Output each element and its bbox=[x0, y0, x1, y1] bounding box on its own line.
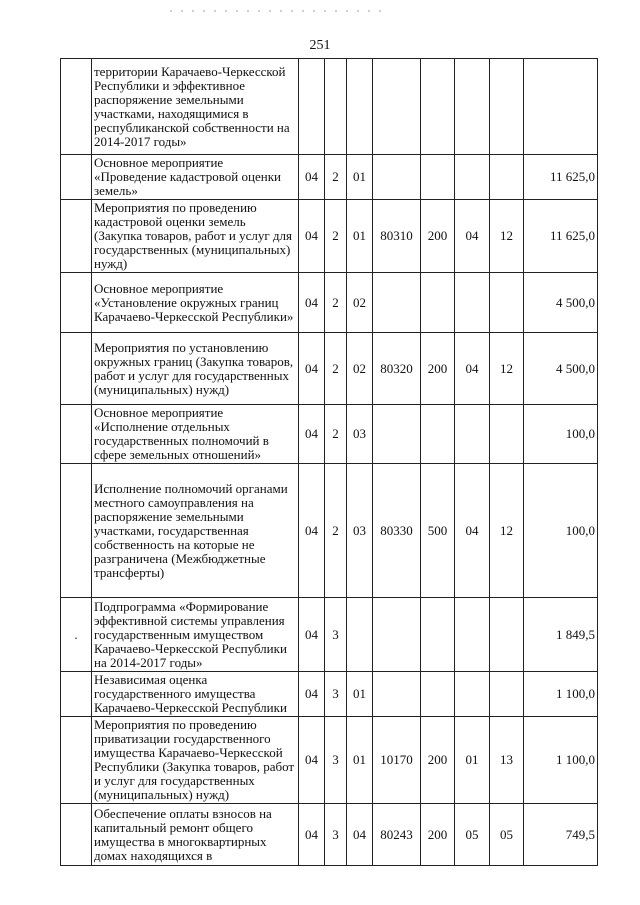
code-subdivision: 13 bbox=[490, 717, 524, 804]
code-section: 04 bbox=[299, 464, 325, 598]
code-division: 04 bbox=[455, 200, 490, 273]
row-marker bbox=[61, 672, 92, 717]
code-division bbox=[455, 273, 490, 333]
code-program: 2 bbox=[325, 155, 347, 200]
code-program: 2 bbox=[325, 464, 347, 598]
code-expense-type bbox=[421, 672, 455, 717]
table-row bbox=[61, 405, 598, 464]
table-row bbox=[61, 333, 598, 405]
code-direction bbox=[373, 273, 421, 333]
expense-name: Подпрограмма «Формирование эффективной системы управления государственным имуществом Карачаево-Черкесской Республики на 2014-2017 годы» bbox=[92, 598, 299, 672]
row-marker bbox=[61, 464, 92, 598]
code-section: 04 bbox=[299, 804, 325, 866]
code-direction: 80243 bbox=[373, 804, 421, 866]
row-marker: . bbox=[61, 598, 92, 672]
code-expense-type bbox=[421, 598, 455, 672]
code-program: 3 bbox=[325, 672, 347, 717]
code-direction bbox=[373, 405, 421, 464]
amount: 4 500,0 bbox=[524, 273, 598, 333]
code-section: 04 bbox=[299, 200, 325, 273]
code-expense-type: 200 bbox=[421, 804, 455, 866]
table-row bbox=[61, 672, 598, 717]
code-direction: 10170 bbox=[373, 717, 421, 804]
amount: 1 100,0 bbox=[524, 672, 598, 717]
code-program: 2 bbox=[325, 200, 347, 273]
code-subdivision: 12 bbox=[490, 333, 524, 405]
code-direction bbox=[373, 598, 421, 672]
code-direction bbox=[373, 155, 421, 200]
code-section: 04 bbox=[299, 155, 325, 200]
expense-name: Обеспечение оплаты взносов на капитальный ремонт общего имущества в многоквартирных домах находящихся в bbox=[92, 804, 299, 866]
code-section: 04 bbox=[299, 672, 325, 717]
amount: 11 625,0 bbox=[524, 200, 598, 273]
code-subdivision: 05 bbox=[490, 804, 524, 866]
code-subdivision bbox=[490, 405, 524, 464]
row-marker bbox=[61, 804, 92, 866]
code-division: 01 bbox=[455, 717, 490, 804]
code-section bbox=[299, 59, 325, 155]
code-direction: 80330 bbox=[373, 464, 421, 598]
expense-name: территории Карачаево-Черкесской Республики и эффективное распоряжение земельными участками, находящимися в республиканской собственности на 2014-2017 годы» bbox=[92, 59, 299, 155]
table-row bbox=[61, 59, 598, 155]
code-program: 3 bbox=[325, 717, 347, 804]
code-subdivision bbox=[490, 155, 524, 200]
code-subprogram: 03 bbox=[347, 405, 373, 464]
code-section: 04 bbox=[299, 273, 325, 333]
code-division: 04 bbox=[455, 464, 490, 598]
code-section: 04 bbox=[299, 333, 325, 405]
code-subprogram: 01 bbox=[347, 717, 373, 804]
code-subdivision bbox=[490, 273, 524, 333]
expense-name: Основное мероприятие «Проведение кадастровой оценки земель» bbox=[92, 155, 299, 200]
code-division bbox=[455, 672, 490, 717]
code-section: 04 bbox=[299, 717, 325, 804]
expense-name: Мероприятия по установлению окружных границ (Закупка товаров, работ и услуг для государственных (муниципальных) нужд) bbox=[92, 333, 299, 405]
code-subprogram: 01 bbox=[347, 672, 373, 717]
code-program: 2 bbox=[325, 333, 347, 405]
code-program: 3 bbox=[325, 804, 347, 866]
code-subprogram: 02 bbox=[347, 273, 373, 333]
code-direction bbox=[373, 672, 421, 717]
code-division: 04 bbox=[455, 333, 490, 405]
table-row bbox=[61, 200, 598, 273]
scan-artifacts bbox=[170, 2, 470, 16]
page-number: 251 bbox=[309, 38, 331, 53]
code-section: 04 bbox=[299, 405, 325, 464]
amount: 749,5 bbox=[524, 804, 598, 866]
code-division bbox=[455, 598, 490, 672]
code-subprogram: 02 bbox=[347, 333, 373, 405]
code-subprogram bbox=[347, 59, 373, 155]
code-subdivision: 12 bbox=[490, 200, 524, 273]
code-division bbox=[455, 155, 490, 200]
code-direction: 80320 bbox=[373, 333, 421, 405]
expense-name: Мероприятия по проведению кадастровой оценки земель (Закупка товаров, работ и услуг для государственных (муниципальных) нужд) bbox=[92, 200, 299, 273]
code-direction: 80310 bbox=[373, 200, 421, 273]
code-program: 2 bbox=[325, 273, 347, 333]
expense-name: Мероприятия по проведению приватизации государственного имущества Карачаево-Черкесской Республики (Закупка товаров, работ и услуг для государственных (муниципальных) нужд) bbox=[92, 717, 299, 804]
table-row bbox=[61, 155, 598, 200]
code-division: 05 bbox=[455, 804, 490, 866]
amount bbox=[524, 59, 598, 155]
code-subdivision bbox=[490, 59, 524, 155]
code-program: 3 bbox=[325, 598, 347, 672]
expense-name: Исполнение полномочий органами местного самоуправления на распоряжение земельными участками, государственная собственность на которые не разграничена (Межбюджетные трансферты) bbox=[92, 464, 299, 598]
code-subdivision: 12 bbox=[490, 464, 524, 598]
row-marker bbox=[61, 717, 92, 804]
code-expense-type: 200 bbox=[421, 717, 455, 804]
code-program bbox=[325, 59, 347, 155]
code-section: 04 bbox=[299, 598, 325, 672]
row-marker bbox=[61, 333, 92, 405]
table-row bbox=[61, 717, 598, 804]
code-division bbox=[455, 59, 490, 155]
row-marker bbox=[61, 200, 92, 273]
code-direction bbox=[373, 59, 421, 155]
row-marker bbox=[61, 273, 92, 333]
table-row bbox=[61, 598, 598, 672]
amount: 1 849,5 bbox=[524, 598, 598, 672]
code-subprogram: 04 bbox=[347, 804, 373, 866]
row-marker bbox=[61, 405, 92, 464]
code-expense-type bbox=[421, 405, 455, 464]
code-program: 2 bbox=[325, 405, 347, 464]
code-expense-type: 500 bbox=[421, 464, 455, 598]
amount: 11 625,0 bbox=[524, 155, 598, 200]
amount: 1 100,0 bbox=[524, 717, 598, 804]
code-expense-type bbox=[421, 273, 455, 333]
code-subprogram: 01 bbox=[347, 200, 373, 273]
row-marker bbox=[61, 59, 92, 155]
expense-name: Основное мероприятие «Установление окружных границ Карачаево-Черкесской Республики» bbox=[92, 273, 299, 333]
amount: 100,0 bbox=[524, 405, 598, 464]
table-row bbox=[61, 804, 598, 866]
amount: 100,0 bbox=[524, 464, 598, 598]
code-subprogram: 03 bbox=[347, 464, 373, 598]
code-expense-type: 200 bbox=[421, 333, 455, 405]
code-subprogram bbox=[347, 598, 373, 672]
code-division bbox=[455, 405, 490, 464]
amount: 4 500,0 bbox=[524, 333, 598, 405]
row-marker bbox=[61, 155, 92, 200]
budget-table bbox=[60, 58, 598, 866]
code-expense-type bbox=[421, 155, 455, 200]
code-subdivision bbox=[490, 672, 524, 717]
expense-name: Основное мероприятие «Исполнение отдельных государственных полномочий в сфере земельных отношений» bbox=[92, 405, 299, 464]
code-subprogram: 01 bbox=[347, 155, 373, 200]
code-subdivision bbox=[490, 598, 524, 672]
expense-name: Независимая оценка государственного имущества Карачаево-Черкесской Республики bbox=[92, 672, 299, 717]
code-expense-type bbox=[421, 59, 455, 155]
table-row bbox=[61, 464, 598, 598]
table-row bbox=[61, 273, 598, 333]
code-expense-type: 200 bbox=[421, 200, 455, 273]
